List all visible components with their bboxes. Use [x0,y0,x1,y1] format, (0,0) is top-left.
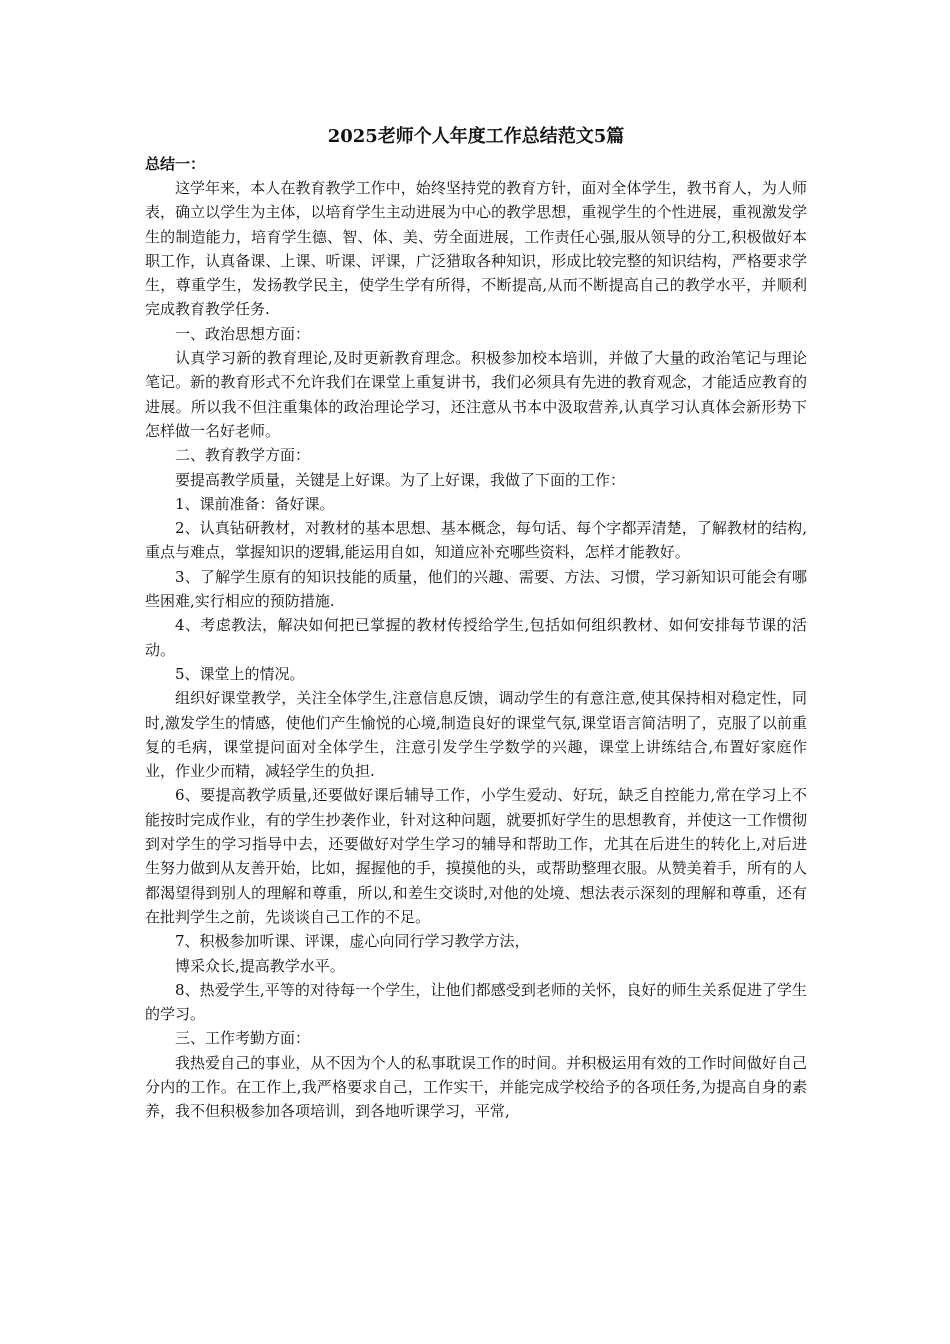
list-item-3: 3、了解学生原有的知识技能的质量，他们的兴趣、需要、方法、习惯，学习新知识可能会有哪些困难,实行相应的预防措施. [145,567,807,611]
list-item-4: 4、考虑教法，解决如何把已掌握的教材传授给学生,包括如何组织教材、如何安排每节课的活动。 [145,616,807,659]
list-item-7: 7、积极参加听课、评课，虚心向同行学习教学方法， [175,932,530,951]
list-item-6: 6、要提高教学质量,还要做好课后辅导工作，小学生爱动、好玩，缺乏自控能力,常在学习上不能按时完成作业，有的学生抄袭作业，针对这种问题，就要抓好学生的思想教育，并使这一工作惯彻到对学生的学习指导中去，还要做好对学生学习的辅导和帮助工作，尤其在后进生的转化上,对后进生努力做到从友善开始，比如，握握他的手，摸摸他的头，或帮助整理衣服。从赞美着手，所有的人都渴望得到别人的理解和尊重，所以,和差生交谈时,对他的处境、想法表示深刻的理解和尊重，还有在批判学生之前，先谈谈自己工作的不足。 [145,786,807,926]
list-item-7-continued: 博采众长,提高教学水平。 [175,956,345,975]
document-title: 2025老师个人年度工作总结范文5篇 [327,126,625,147]
section-label: 总结一： [145,155,206,173]
paragraph-politics: 认真学习新的教育理论,及时更新教育理念。积极参加校本培训，并做了大量的政治笔记与理论笔记。新的教育形式不允许我们在课堂上重复讲书，我们必须具有先进的教育观念，才能适应教育的进展。所以我不但注重集体的政治理论学习，还注意从书本中汲取营养,认真学习认真体会新形势下怎样做一名好老师。 [145,349,807,440]
paragraph-intro: 这学年来，本人在教育教学工作中，始终坚持党的教育方针，面对全体学生，教书育人，为人师表，确立以学生为主体，以培育学生主动进展为中心的教学思想，重视学生的个性进展，重视激发学生的制造能力，培育学生德、智、体、美、劳全面进展，工作责任心强,服从领导的分工,积极做好本职工作，认真备课、上课、听课、评课，广泛猎取各种知识，形成比较完整的知识结构，严格要求学生，尊重学生，发扬教学民主，使学生学有所得，不断提高,从而不断提高自己的教学水平，并顺利完成教育教学任务. [145,179,807,319]
list-item-5: 5、课堂上的情况。 [175,664,305,683]
heading-teaching: 二、教育教学方面： [175,446,311,465]
list-item-8: 8、热爱学生,平等的对待每一个学生，让他们都感受到老师的关怀，良好的师生关系促进了学生的学习。 [145,980,807,1024]
paragraph-attendance: 我热爱自己的事业，从不因为个人的私事耽误工作的时间。并积极运用有效的工作时间做好自己分内的工作。在工作上,我严格要求自己，工作实干，并能完成学校给予的各项任务,为提高自身的素养，我不但积极参加各项培训，到各地听课学习，平常, [145,1053,807,1121]
heading-attendance: 三、工作考勤方面： [175,1029,311,1048]
document-page [145,122,807,1124]
list-item-1: 1、课前准备：备好课。 [175,494,335,513]
paragraph-classroom: 组织好课堂教学，关注全体学生,注意信息反馈，调动学生的有意注意,使其保持相对稳定性，同时,激发学生的情感，使他们产生愉悦的心境,制造良好的课堂气氛,课堂语言简洁明了，克服了以前重复的毛病，课堂提问面对全体学生，注意引发学生学数学的兴趣，课堂上讲练结合,布置好家庭作业，作业少而精，减轻学生的负担. [145,689,807,781]
heading-politics: 一、政治思想方面： [175,324,311,343]
paragraph-teaching-intro: 要提高教学质量，关键是上好课。为了上好课，我做了下面的工作： [175,470,626,489]
list-item-2: 2、认真钻研教材，对教材的基本思想、基本概念，每句话、每个字都弄清楚，了解教材的结构,重点与难点，掌握知识的逻辑,能运用自如，知道应补充哪些资料，怎样才能教好。 [145,519,807,562]
